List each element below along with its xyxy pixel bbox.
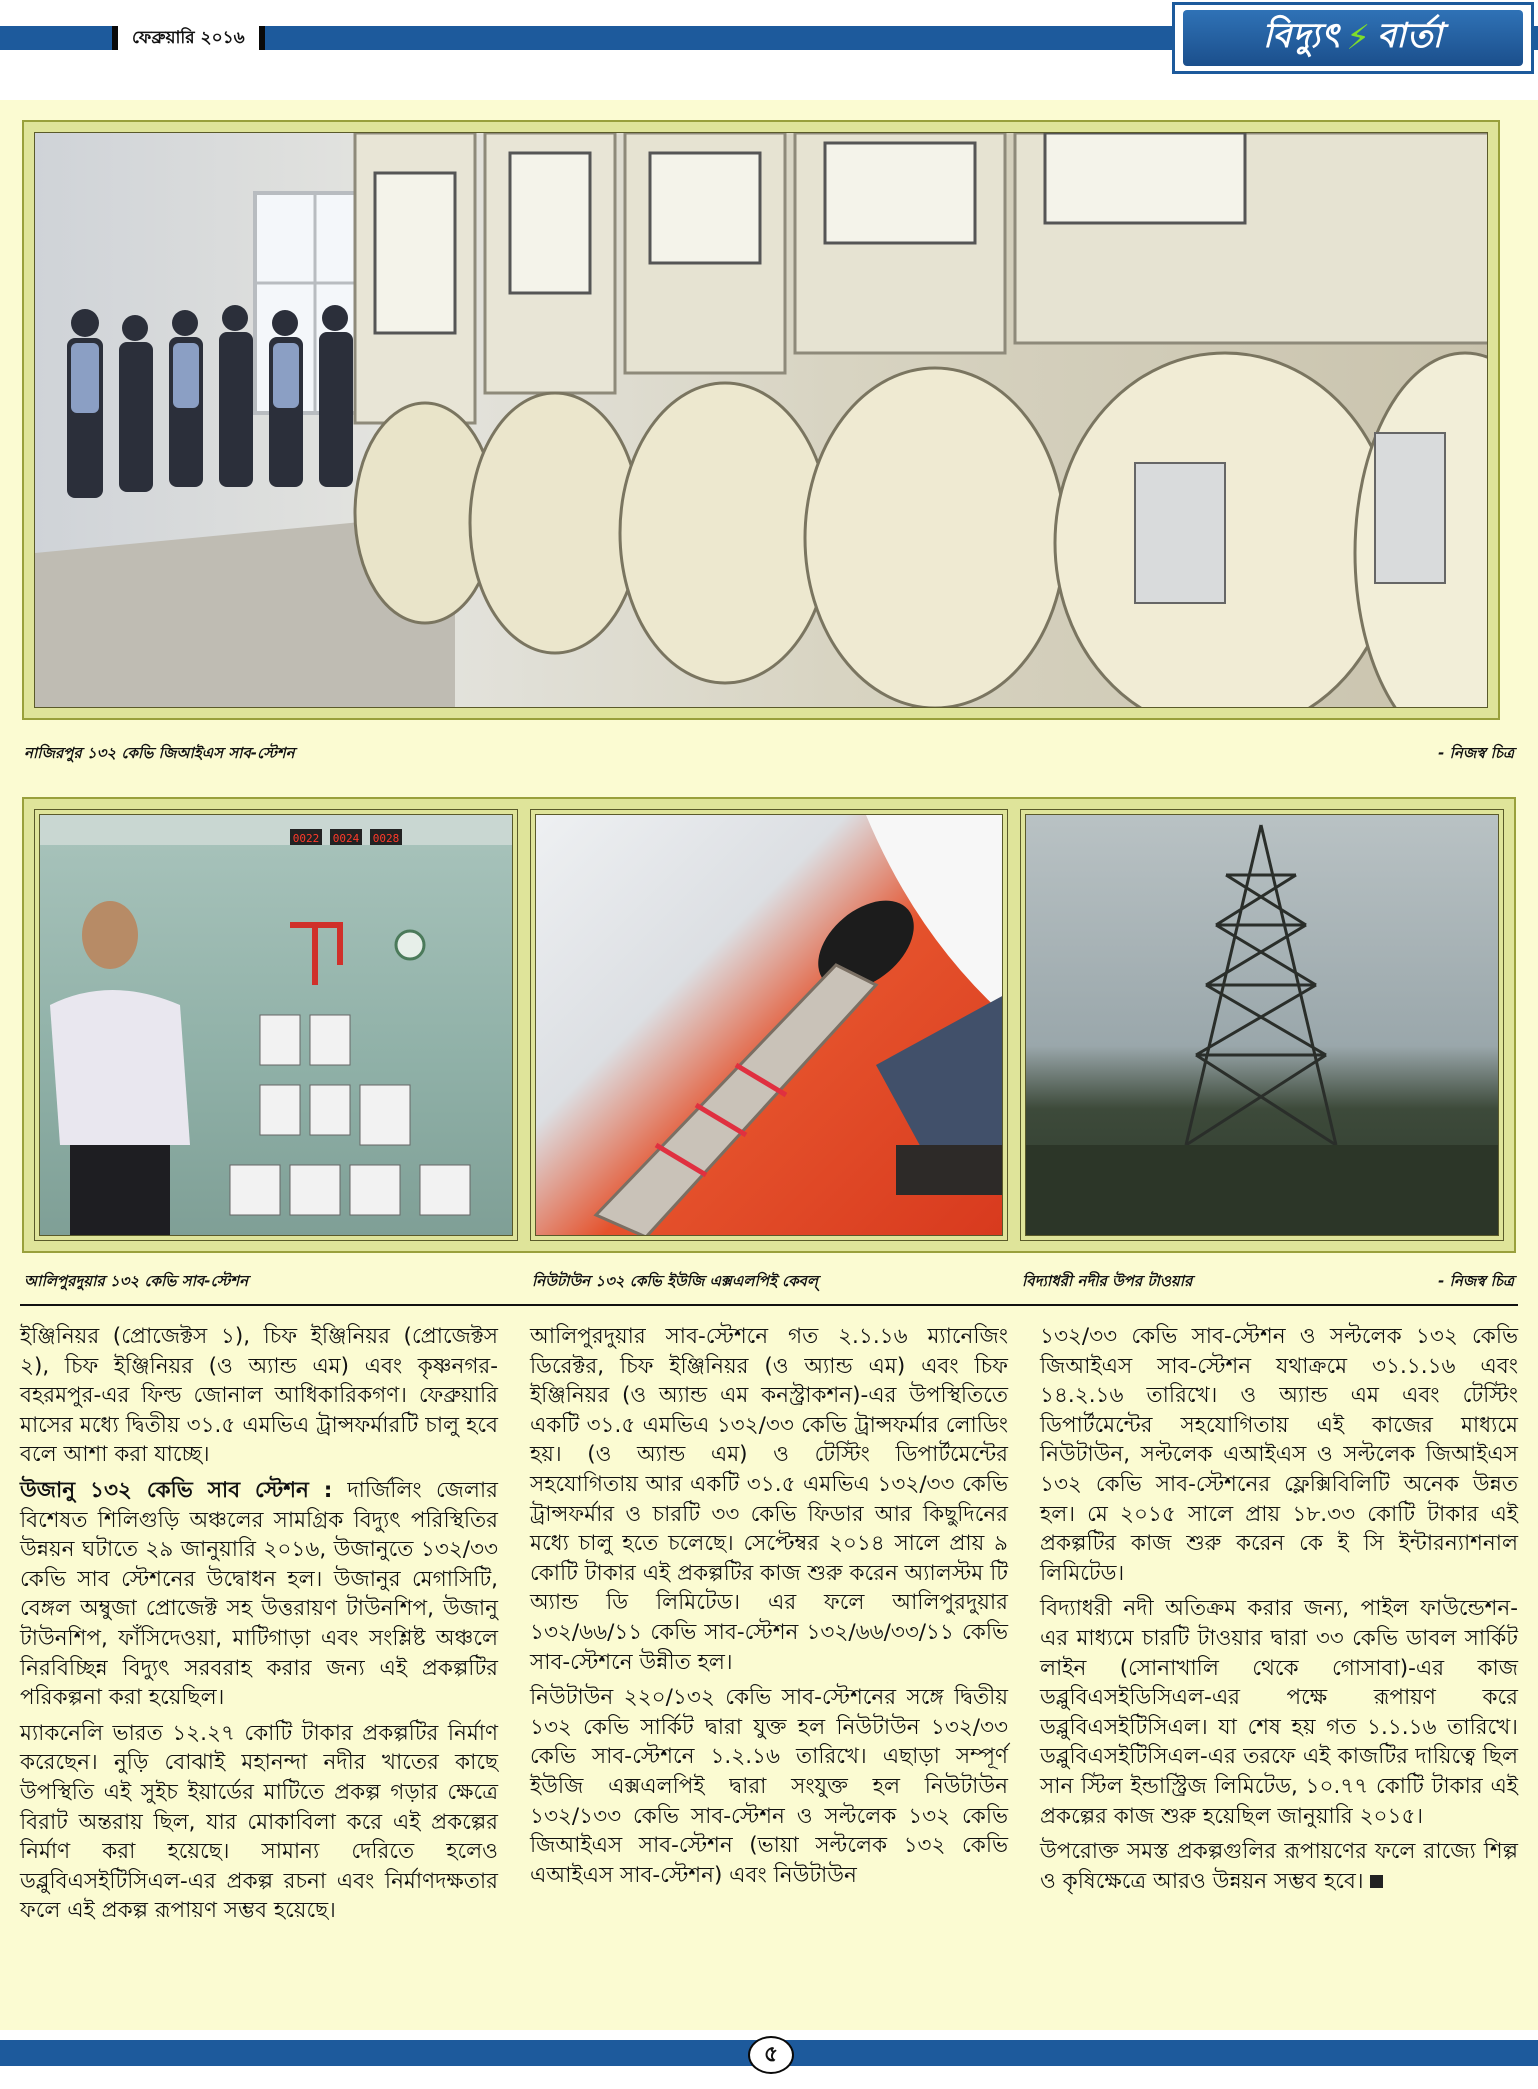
page-number: ৫ xyxy=(748,2036,794,2074)
issue-date: ফেব্রুয়ারি ২০১৬ xyxy=(112,26,265,50)
gis-substation-photo xyxy=(34,132,1488,708)
col1-paragraph-2 xyxy=(20,1476,498,1713)
photo-caption-tower: বিদ্যাধরী নদীর উপর টাওয়ার xyxy=(1022,1272,1193,1290)
lightning-bolt-icon: ⚡ xyxy=(1346,18,1372,58)
col2-paragraph-2: নিউটাউন ২২০/১৩২ কেভি সাব-স্টেশনের সঙ্গে দ্বিতীয় ১৩২ কেভি সার্কিট দ্বারা যুক্ত হল নিউটাউন ১৩২/৩৩ কেভি সাব-স্টেশনে ১.২.১৬ তারিখে। এছাড়া সম্পূর্ণ ইউজি এক্সএলপিই দ্বারা সংযুক্ত হল নিউটাউন ১৩২/১৩৩ কেভি সাব-স্টেশন ও সল্টলেক ১৩২ কেভি জিআইএস সাব-স্টেশন (ভায়া সল্টলেক ১৩২ কেভি এআইএস সাব-স্টেশন) এবং নিউটাউন xyxy=(530,1685,1008,1888)
svg-text:0028: 0028 xyxy=(372,832,400,845)
article-column-3 xyxy=(1040,1322,1518,1902)
tower-photo-frame xyxy=(1020,809,1504,1241)
magazine-logo xyxy=(1172,2,1534,74)
article-column-2 xyxy=(530,1322,1008,1896)
gis-switchgear-illustration xyxy=(35,133,1488,708)
svg-text:0022: 0022 xyxy=(292,832,320,845)
col3-paragraph-1: ১৩২/৩৩ কেভি সাব-স্টেশন ও সল্টলেক ১৩২ কেভি জিআইএস সাব-স্টেশন যথাক্রমে ৩১.১.১৬ এবং ১৪.২.১৬ তারিখে। ও অ্যান্ড এম এবং টেস্টিং ডিপার্টমেন্টের সহযোগিতায় এই কাজের মাধ্যমে নিউটাউন, সল্টলেক এআইএস ও সল্টলেক জিআইএস ১৩২ কেভি সাব-স্টেশনের ফ্লেক্সিবিলিটি অনেক উন্নত হল। মে ২০১৫ সালে প্রায় ১৮.৩৩ কোটি টাকার এই প্রকল্পটির কাজ শুরু করেন কে ই সি ইন্টারন্যাশনাল লিমিটেড। xyxy=(1040,1324,1518,1586)
article-column-1 xyxy=(20,1322,498,1932)
control-panel-illustration xyxy=(40,815,513,1236)
top-photo-credit: - নিজস্ব চিত্র xyxy=(1438,744,1514,762)
photo-caption-newtown: নিউটাউন ১৩২ কেভি ইউজি এক্সএলপিই কেবল্ xyxy=(532,1272,819,1290)
logo-wordmark xyxy=(1183,10,1523,66)
col3-paragraph-2: বিদ্যাধরী নদী অতিক্রম করার জন্য, পাইল ফাউন্ডেশন-এর মাধ্যমে চারটি টাওয়ার দ্বারা ৩৩ কেভি ডাবল সার্কিট লাইন (সোনাখালি থেকে গোসাবা)-এর কাজ ডব্লুবিএসইডিসিএল-এর পক্ষে রূপায়ণ করে ডব্লুবিএসইটিসিএল। যা শেষ হয় গত ১.১.১৬ তারিখে। ডব্লুবিএসইটিসিএল-এর তরফে এই কাজটির দায়িত্বে ছিল সান স্টিল ইন্ডাস্ট্রিজ লিমিটেড, ১০.৭৭ কোটি টাকার এই প্রকল্পের কাজ শুরু হয়েছিল জানুয়ারি ২০১৫। xyxy=(1040,1596,1518,1829)
transmission-tower-illustration xyxy=(1026,815,1499,1236)
cable-termination-illustration xyxy=(536,815,1003,1236)
alipurduar-substation-photo xyxy=(39,814,513,1236)
svg-text:0024: 0024 xyxy=(332,832,360,845)
col1-paragraph-2-text: দার্জিলিং জেলার বিশেষত শিলিগুড়ি অঞ্চলের সামগ্রিক বিদ্যুৎ পরিস্থিতির উন্নয়ন ঘটাতে ২৯ জানুয়ারি ২০১৬, উজানুতে ১৩২/৩৩ কেভি সাব স্টেশনের উদ্বোধন হল। উজানুর মেগাসিটি, বেঙ্গল অম্বুজা প্রোজেক্ট সহ উত্তরায়ণ টাউনশিপ, উজানু টাউনশিপ, ফাঁসিদেওয়া, মাটিগাড়া এবং সংশ্লিষ্ট অঞ্চলে নিরবিচ্ছিন্ন বিদ্যুৎ সরবরাহ করার জন্য এই প্রকল্পটির পরিকল্পনা করা হয়েছিল। xyxy=(20,1477,498,1711)
newtown-xlpe-cable-photo xyxy=(535,814,1003,1236)
alipurduar-photo-frame xyxy=(34,809,518,1241)
col1-paragraph-3: ম্যাকনেলি ভারত ১২.২৭ কোটি টাকার প্রকল্পটির নির্মাণ করেছেন। নুড়ি বোঝাই মহানন্দা নদীর খাতের কাছে উপস্থিতি এই সুইচ ইয়ার্ডের মাটিতে প্রকল্প গড়ার ক্ষেত্রে বিরাট অন্তরায় ছিল, যার মোকাবিলা করে এই প্রকল্পের নির্মাণ করা হয়েছে। সামান্য দেরিতে হলেও ডব্লুবিএসইটিসিএল-এর প্রকল্প রচনা এবং নির্মাণদক্ষতার ফলে এই প্রকল্প রূপায়ণ সম্ভব হয়েছে। xyxy=(20,1720,498,1924)
top-photo-caption: নাজিরপুর ১৩২ কেভি জিআইএস সাব-স্টেশন xyxy=(24,744,295,762)
logo-text-left: বিদ্যুৎ xyxy=(1262,15,1341,56)
col3-paragraph-3 xyxy=(1040,1837,1518,1896)
col2-paragraph-1: আলিপুরদুয়ার সাব-স্টেশনে গত ২.১.১৬ ম্যানেজিং ডিরেক্টর, চিফ ইঞ্জিনিয়র (ও অ্যান্ড এম) এবং চিফ ইঞ্জিনিয়র (ও অ্যান্ড এম কনস্ট্রাকশন)-এর উপস্থিতিতে একটি ৩১.৫ এমভিএ ১৩২/৩৩ কেভি ট্রান্সফর্মার লোডিং হয়। (ও অ্যান্ড এম) ও টেস্টিং ডিপার্টমেন্টের সহযোগিতায় আর একটি ৩১.৫ এমভিএ ১৩২/৩৩ কেভি ট্রান্সফর্মার ও চারটি ৩৩ কেভি ফিডার আর কিছুদিনের মধ্যে চালু হতে চলেছে। সেপ্টেম্বর ২০১৪ সালে প্রায় ৯ কোটি টাকার এই প্রকল্পটির কাজ শুরু করেন অ্যালস্টম টি অ্যান্ড ডি লিমিটেড। এর ফলে আলিপুরদুয়ার ১৩২/৬৬/১১ কেভি সাব-স্টেশন ১৩২/৬৬/৩৩/১১ কেভি সাব-স্টেশনে উন্নীত হল। xyxy=(530,1324,1008,1675)
col3-paragraph-3-text: উপরোক্ত সমস্ত প্রকল্পগুলির রূপায়ণের ফলে রাজ্যে শিল্প ও কৃষিক্ষেত্রে আরও উন্নয়ন সম্ভব হবে। xyxy=(1040,1839,1518,1894)
end-mark-icon xyxy=(1370,1875,1383,1888)
photo-row-credit: - নিজস্ব চিত্র xyxy=(1438,1272,1514,1290)
ujanu-subheading: উজানু ১৩২ কেভি সাব স্টেশন : xyxy=(20,1477,348,1503)
newtown-cable-photo-frame xyxy=(530,809,1008,1241)
bidyadhari-tower-photo xyxy=(1025,814,1499,1236)
col1-paragraph-1: ইঞ্জিনিয়র (প্রোজেক্টস ১), চিফ ইঞ্জিনিয়র (প্রোজেক্টস ২), চিফ ইঞ্জিনিয়র (ও অ্যান্ড এম) এবং কৃষ্ণনগর-বহরমপুর-এর ফিল্ড জোনাল আধিকারিকগণ। ফেব্রুয়ারি মাসের মধ্যে দ্বিতীয় ৩১.৫ এমভিএ ট্রান্সফর্মারটি চালু হবে বলে আশা করা যাচ্ছে। xyxy=(20,1324,498,1468)
photo-caption-alipurduar: আলিপুরদুয়ার ১৩২ কেভি সাব-স্টেশন xyxy=(24,1272,249,1290)
section-divider xyxy=(20,1304,1518,1306)
top-photo-frame xyxy=(22,120,1500,720)
logo-text-right: বার্তা xyxy=(1377,15,1444,56)
